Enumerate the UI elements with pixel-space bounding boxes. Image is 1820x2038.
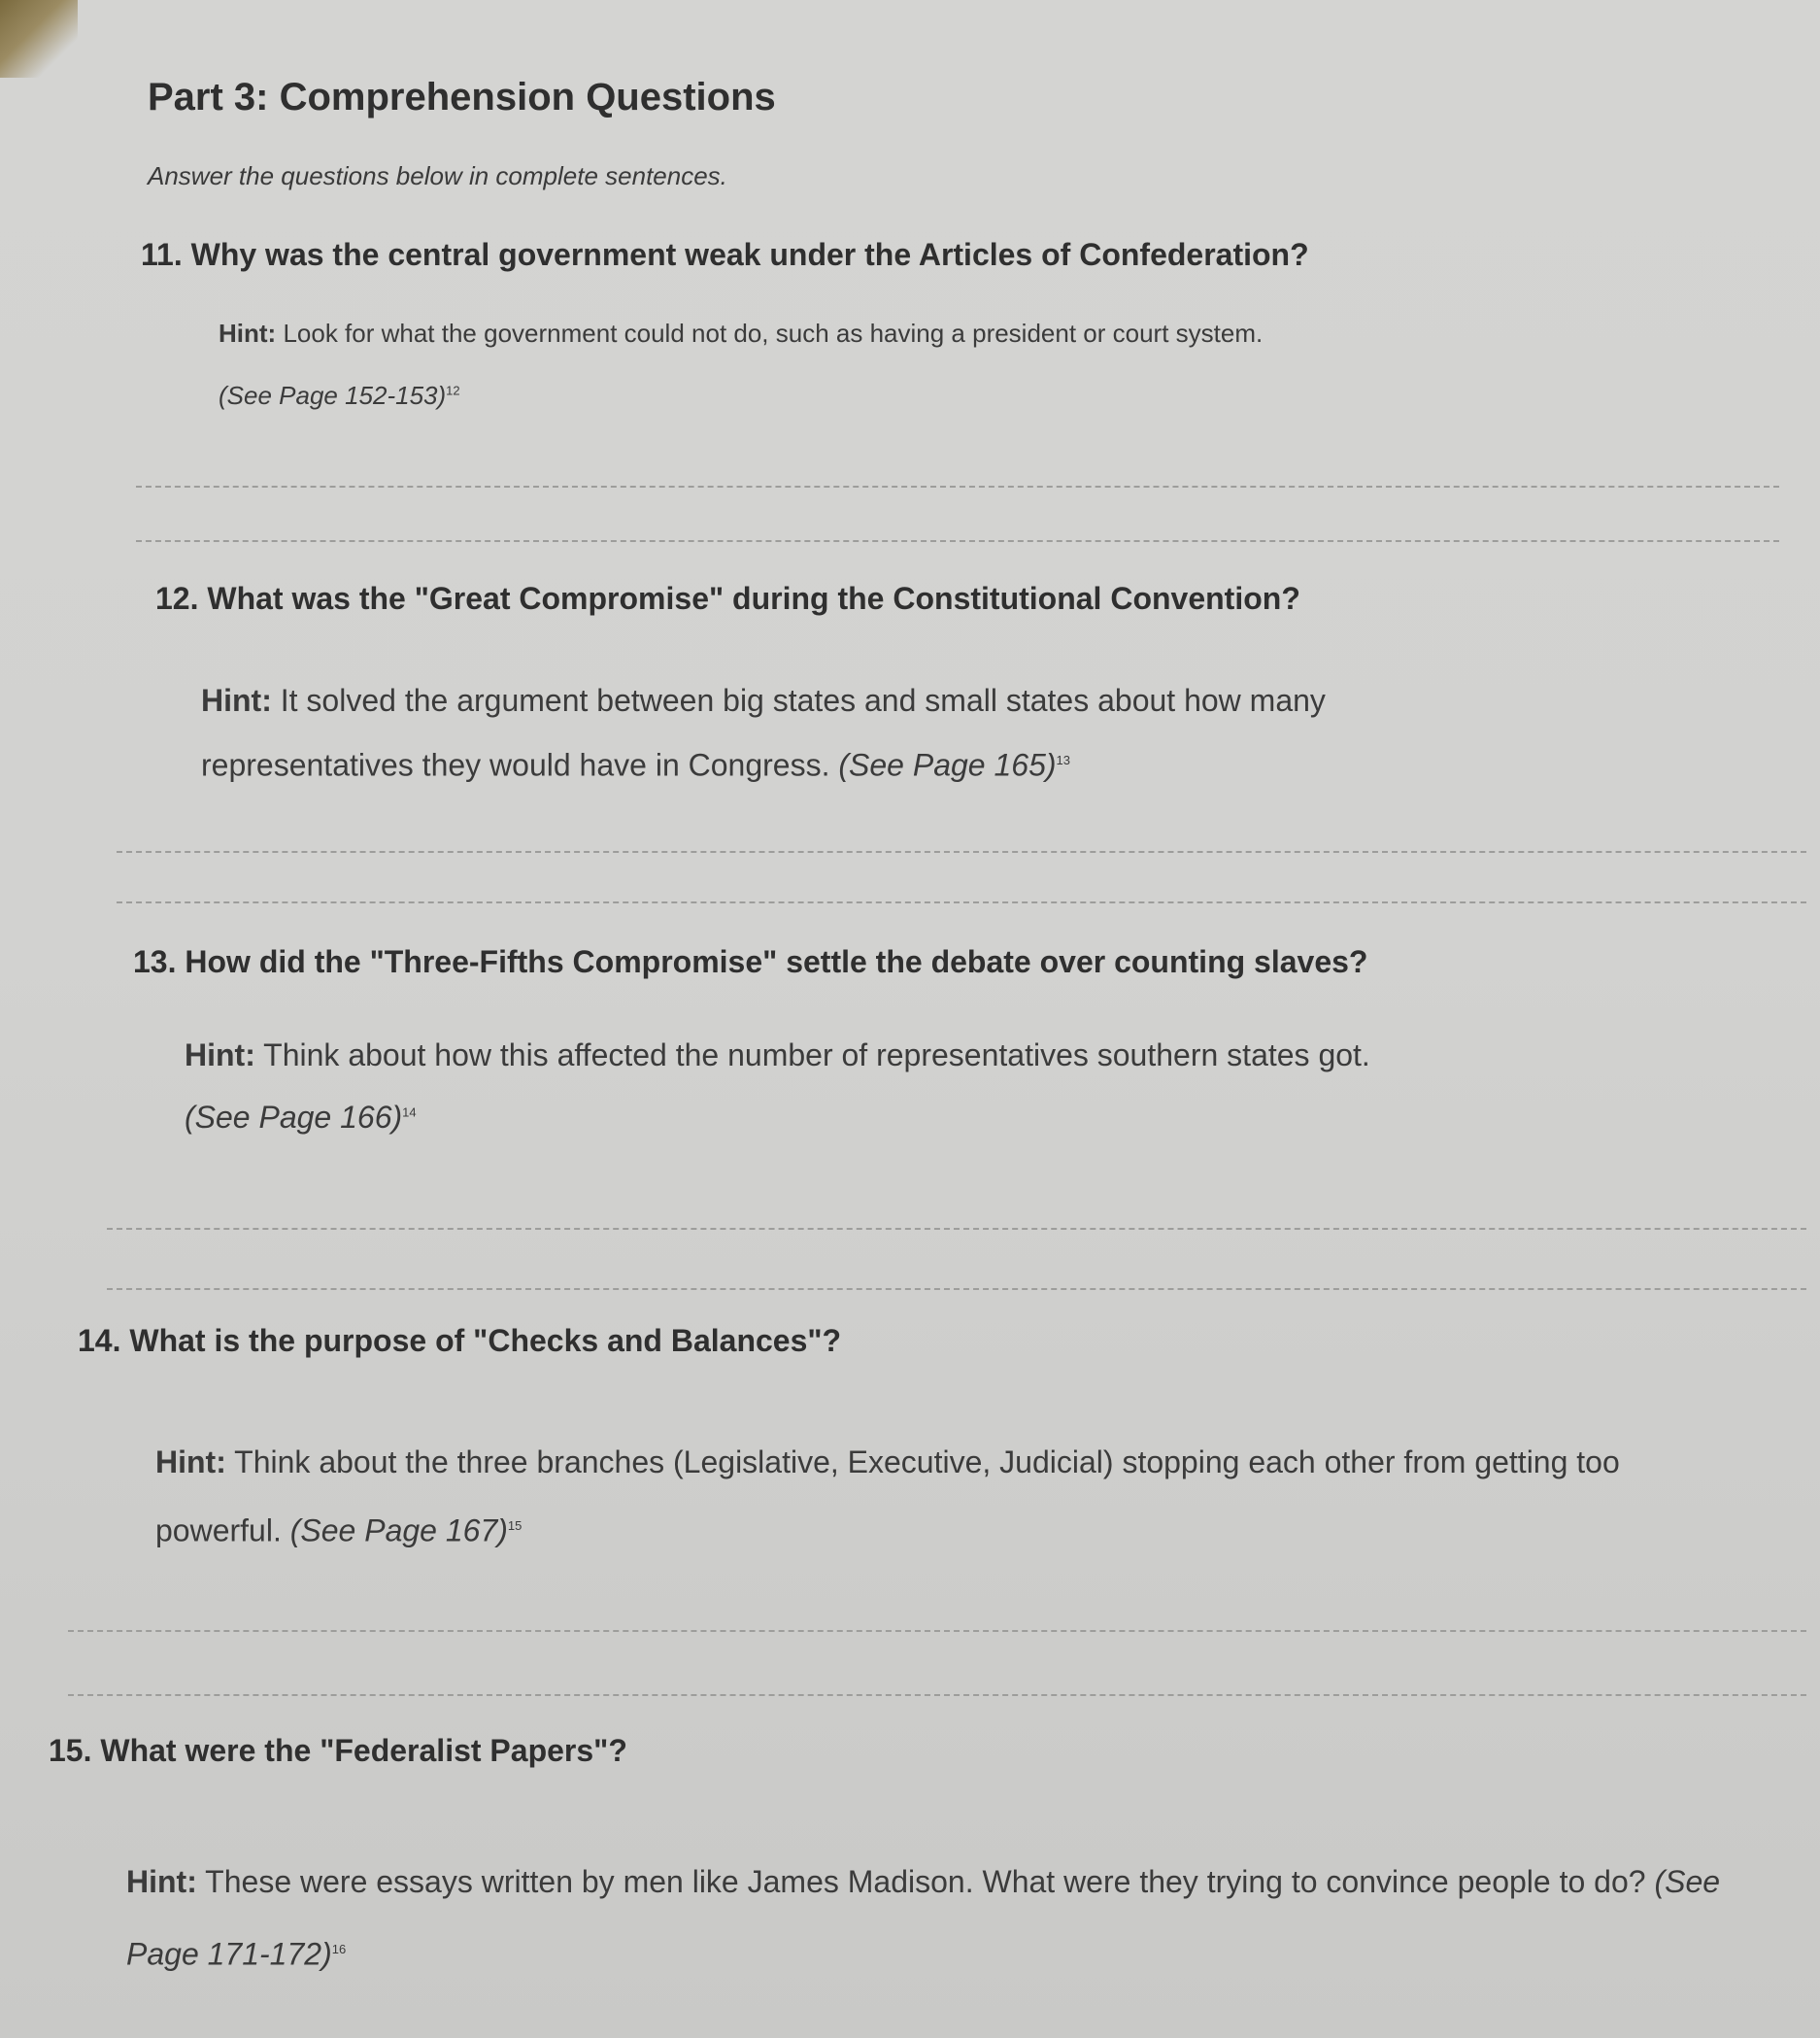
hint-15 [126, 1848, 1777, 1988]
page-corner-shadow [0, 0, 78, 78]
answer-line[interactable] [136, 540, 1779, 542]
footnote-number: 15 [507, 1518, 522, 1533]
question-12: 12. What was the "Great Compromise" during the Constitutional Convention? [155, 581, 1300, 616]
answer-line[interactable] [107, 1288, 1806, 1290]
answer-line[interactable] [68, 1694, 1806, 1696]
hint-label: Hint: [201, 683, 272, 718]
footnote-number: 16 [331, 1942, 347, 1956]
answer-line[interactable] [117, 851, 1806, 853]
hint-ref-13 [185, 1102, 417, 1133]
hint-label: Hint: [126, 1864, 197, 1899]
answer-line[interactable] [117, 901, 1806, 903]
hint-12 [201, 670, 1493, 796]
footnote-number: 12 [446, 383, 460, 398]
page-reference: (See Page 167) [289, 1512, 508, 1548]
question-11: 11. Why was the central government weak under the Articles of Confederation? [141, 237, 1309, 272]
hint-label: Hint: [185, 1037, 255, 1072]
hint-text: Think about the three branches (Legislative, Executive, Judicial) stopping each other from getting too powerful. [155, 1444, 1620, 1548]
hint-13 [185, 1039, 1370, 1070]
page-reference: (See Page 165) [838, 747, 1057, 783]
answer-line[interactable] [136, 486, 1779, 488]
hint-label: Hint: [155, 1444, 226, 1479]
footnote-number: 14 [402, 1104, 417, 1120]
question-13: 13. How did the "Three-Fifths Compromise" settle the debate over counting slaves? [133, 944, 1368, 979]
page-reference: (See Page 166) [185, 1100, 403, 1135]
hint-text: These were essays written by men like James Madison. What were they trying to convince people to do? [205, 1864, 1646, 1899]
hint-text: It solved the argument between big states and small states about how many representatives they would have in Congress. [201, 683, 1326, 783]
hint-14 [155, 1430, 1748, 1563]
page-reference: (See Page 171-172) [126, 1864, 1721, 1972]
hint-text: Look for what the government could not do, such as having a president or court system. [283, 319, 1264, 348]
page-title: Part 3: Comprehension Questions [148, 76, 776, 119]
hint-11 [219, 321, 1263, 346]
instructions: Answer the questions below in complete sentences. [148, 161, 727, 190]
hint-ref-11 [219, 383, 460, 408]
question-14: 14. What is the purpose of "Checks and Balances"? [78, 1323, 842, 1358]
answer-line[interactable] [107, 1228, 1806, 1230]
question-15: 15. What were the "Federalist Papers"? [49, 1733, 627, 1768]
answer-line[interactable] [68, 1630, 1806, 1632]
footnote-number: 13 [1056, 753, 1070, 767]
page-reference: (See Page 152-153) [219, 381, 447, 410]
hint-label: Hint: [219, 319, 277, 348]
hint-text: Think about how this affected the number of representatives southern states got. [263, 1037, 1370, 1072]
